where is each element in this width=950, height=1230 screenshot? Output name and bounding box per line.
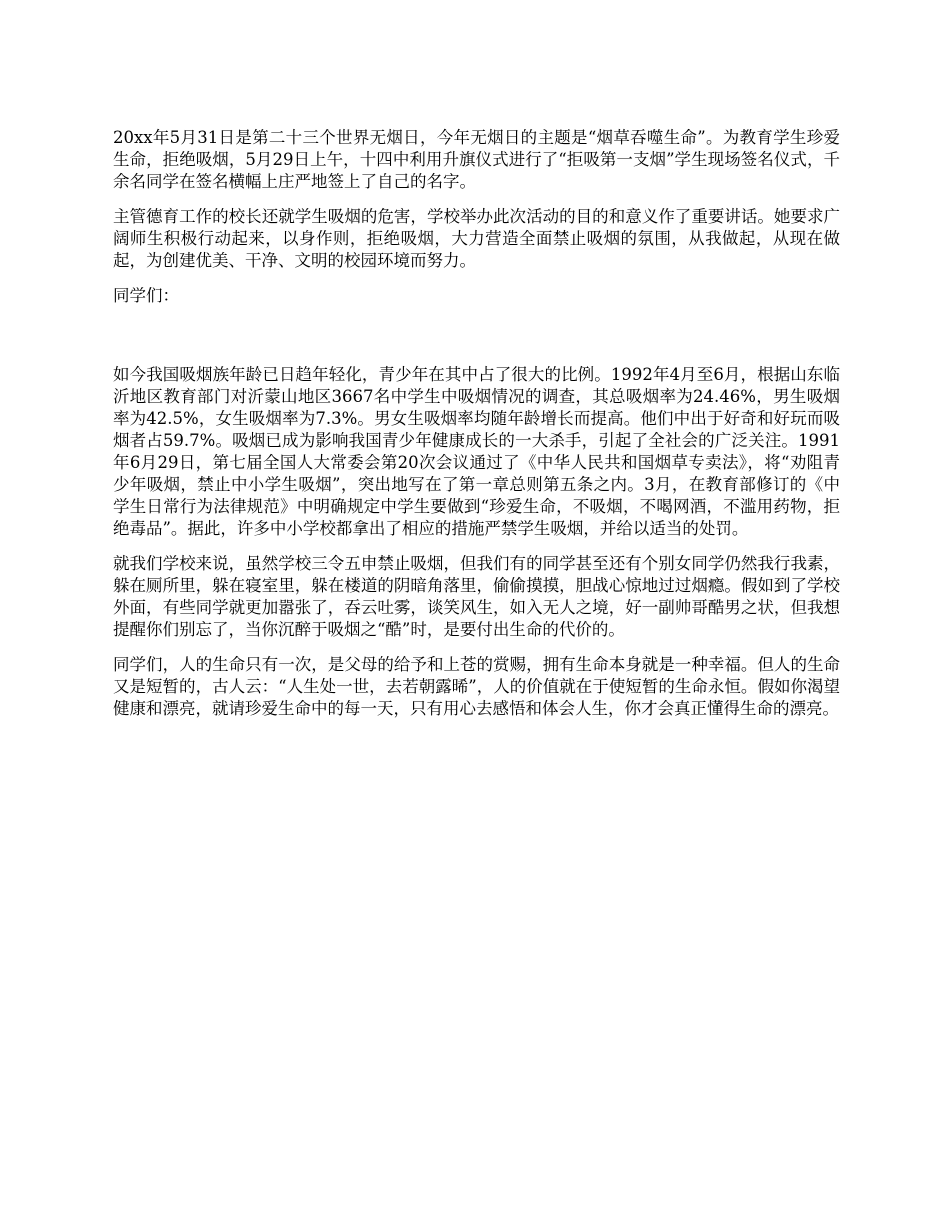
paragraph-youth-smoking-stats: 如今我国吸烟族年龄已日趋年轻化，青少年在其中占了很大的比例。1992年4月至6月，根据山东临沂地区教育部门对沂蒙山地区3667名中学生中吸烟情况的调查，其总吸烟率为24.46%，男生吸烟率为42.5%，女生吸烟率为7.3%。男女生吸烟率均随年龄增长而提高。他们中出于好奇和好玩而吸烟者占59.7%。吸烟已成为影响我国青少年健康成长的一大杀手，引起了全社会的广泛关注。1991年6月29日，第七届全国人大常委会第20次会议通过了《中华人民共和国烟草专卖法》，将“劝阻青少年吸烟，禁止中小学生吸烟”，突出地写在了第一章总则第五条之内。3月，在教育部修订的《中学生日常行为法律规范》中明确规定中学生要做到“珍爱生命，不吸烟，不喝网酒，不滥用药物，拒绝毒品”。据此，许多中小学校都拿出了相应的措施严禁学生吸烟，并给以适当的处罚。 [113, 365, 840, 538]
document-body [113, 127, 840, 720]
paragraph-intro: 20xx年5月31日是第二十三个世界无烟日，今年无烟日的主题是“烟草吞噬生命”。为教育学生珍爱生命，拒绝吸烟，5月29日上午，十四中利用升旗仪式进行了“拒吸第一支烟”学生现场签名仪式，千余名同学在签名横幅上庄严地签上了自己的名字。 [113, 128, 840, 191]
paragraph-cherish-life: 同学们，人的生命只有一次，是父母的给予和上苍的赏赐，拥有生命本身就是一种幸福。但人的生命又是短暂的，古人云：“人生处一世，去若朝露晞”，人的价值就在于使短暂的生命永恒。假如你渴望健康和漂亮，就请珍爱生命中的每一天，只有用心去感悟和体会人生，你才会真正懂得生命的漂亮。 [113, 655, 840, 718]
paragraph-our-school: 就我们学校来说，虽然学校三令五申禁止吸烟，但我们有的同学甚至还有个别女同学仍然我行我素，躲在厕所里，躲在寝室里，躲在楼道的阴暗角落里，偷偷摸摸，胆战心惊地过过烟瘾。假如到了学校外面，有些同学就更加嚣张了，吞云吐雾，谈笑风生，如入无人之境，好一副帅哥酷男之状，但我想提醒你们别忘了，当你沉醉于吸烟之“酷”时，是要付出生命的代价的。 [113, 554, 840, 639]
paragraph-salutation: 同学们： [113, 286, 179, 305]
paragraph-principal-speech: 主管德育工作的校长还就学生吸烟的危害，学校举办此次活动的目的和意义作了重要讲话。她要求广阔师生积极行动起来，以身作则，拒绝吸烟，大力营造全面禁止吸烟的氛围，从我做起，从现在做起，为创建优美、干净、文明的校园环境而努力。 [113, 207, 840, 270]
